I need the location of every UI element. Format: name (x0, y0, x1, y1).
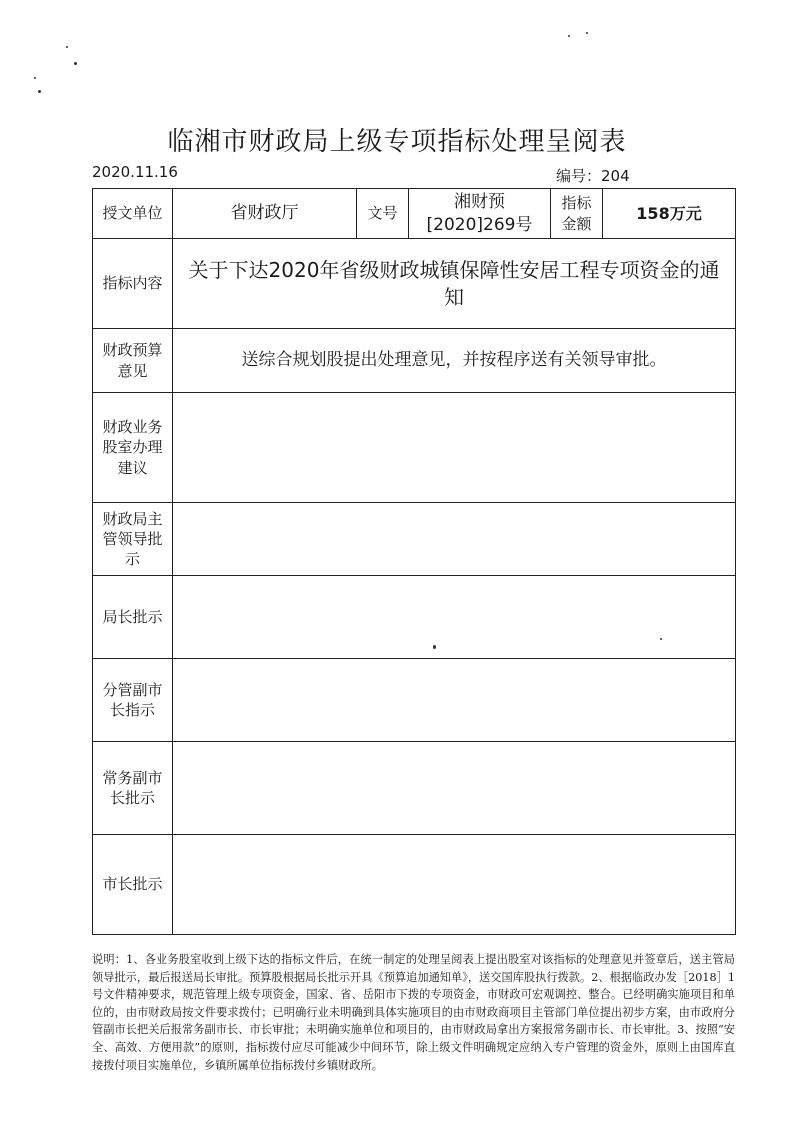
form-row-director (93, 576, 736, 659)
document-number: 编号：204 (556, 167, 630, 185)
amount-value: 158万元 (603, 189, 736, 239)
budget-opinion-value: 送综合规划股提出处理意见，并按程序送有关领导审批。 (173, 329, 736, 393)
form-row-header (93, 189, 736, 239)
content-label: 指标内容 (93, 239, 173, 329)
document-date: 2020.11.16 (92, 163, 178, 181)
document-title: 临湘市财政局上级专项指标处理呈阅表 (167, 127, 627, 157)
leader-instruction-label: 财政局主管领导批示 (93, 503, 173, 576)
scan-speck (38, 90, 41, 93)
explanatory-notes: 说明：1、各业务股室收到上级下达的指标文件后，在统一制定的处理呈阅表上提出股室对该指标的处理意见并签章后，送主管局领导批示，最后报送局长审批。预算股根据局长批示开具《预算追加通知单》，送交国库股执行拨款。2、根据临政办发［2018］1号文件精神要求，规范管理上级专项资金，国家、省、岳阳市下拨的专项资金，市财政可宏观调控、整合。已经明确实施项目和单位的，由市财政局按文件要求拨付；已明确行业未明确到具体实施项目的由市财政商项目主管部门单位提出初步方案，由市政府分管副市长把关后报常务副市长、市长审批；未明确实施单位和项目的，由市财政局拿出方案报常务副市长、市长审批。3、按照“安全、高效、方便用款”的原则，指标拨付应尽可能减少中间环节，除上级文件明确规定应纳入专户管理的资金外，原则上由国库直接拨付项目实施单位，乡镇所属单位指标拨付乡镇财政所。 (92, 953, 735, 1072)
approval-form-table (92, 188, 736, 935)
doc-no-value-line1: 湘财预 (454, 191, 505, 212)
scan-speck (74, 62, 77, 65)
exec-vice-mayor-instruction-value[interactable] (173, 742, 736, 835)
exec-vice-mayor-instruction-label: 常务副市长批示 (93, 742, 173, 835)
business-advice-label: 财政业务股室办理建议 (93, 393, 173, 503)
director-instruction-label: 局长批示 (93, 576, 173, 659)
doc-no-value-line2: [2020]269号 (426, 214, 533, 235)
form-row-content (93, 239, 736, 329)
amount-label: 指标金额 (551, 189, 603, 239)
mayor-instruction-label: 市长批示 (93, 835, 173, 935)
scan-speck (34, 77, 36, 79)
form-row-budget (93, 329, 736, 393)
scan-speck (586, 32, 588, 34)
form-row-business (93, 393, 736, 503)
leader-instruction-value[interactable] (173, 503, 736, 576)
vice-mayor-instruction-value[interactable] (173, 659, 736, 742)
content-value: 关于下达2020年省级财政城镇保障性安居工程专项资金的通知 (173, 239, 736, 329)
form-row-exec-vice-mayor (93, 742, 736, 835)
director-instruction-value[interactable] (173, 576, 736, 659)
form-row-mayor (93, 835, 736, 935)
sender-value: 省财政厅 (173, 189, 357, 239)
doc-no-label: 文号 (357, 189, 409, 239)
sender-label: 授文单位 (93, 189, 173, 239)
business-advice-value[interactable] (173, 393, 736, 503)
doc-no-value (409, 189, 551, 239)
form-row-leader (93, 503, 736, 576)
scan-speck (568, 35, 570, 37)
budget-opinion-label: 财政预算意见 (93, 329, 173, 393)
vice-mayor-instruction-label: 分管副市长指示 (93, 659, 173, 742)
form-row-vice-mayor (93, 659, 736, 742)
mayor-instruction-value[interactable] (173, 835, 736, 935)
scan-speck (66, 46, 68, 48)
